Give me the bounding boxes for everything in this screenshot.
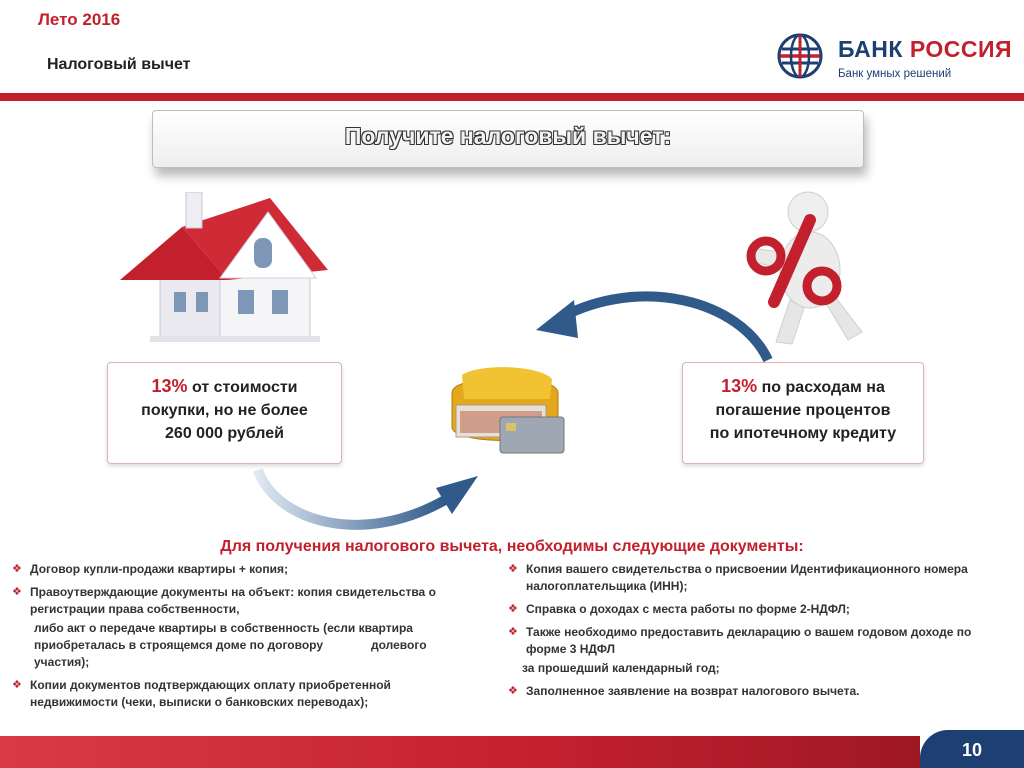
list-item: ❖ Также необходимо предоставить декларацию о вашем годовом доходе по форме 3 НДФЛ bbox=[508, 625, 972, 656]
diamond-bullet-icon: ❖ bbox=[12, 586, 22, 598]
bank-name-part2: РОССИЯ bbox=[909, 36, 1013, 62]
mortgage-text-1: по расходам на bbox=[757, 379, 885, 396]
page-number: 10 bbox=[961, 740, 983, 760]
list-item: ❖ Заполненное заявление на возврат налогового вычета. bbox=[508, 684, 860, 698]
purchase-percent: 13% bbox=[151, 376, 188, 396]
purchase-text-1: от стоимости bbox=[187, 379, 298, 396]
list-item: ❖ Договор купли-продажи квартиры + копия; bbox=[12, 562, 288, 576]
bank-slogan: Банк умных решений bbox=[838, 68, 952, 80]
list-item: ❖ Справка о доходах с места работы по форме 2-НДФЛ; bbox=[508, 602, 850, 616]
purchase-line-2: покупки, но не более bbox=[141, 402, 308, 419]
info-box-purchase bbox=[107, 362, 342, 464]
documents-list-right bbox=[506, 561, 986, 706]
info-box-mortgage bbox=[682, 362, 924, 464]
diamond-bullet-icon: ❖ bbox=[508, 626, 518, 638]
footer-bar bbox=[0, 736, 920, 768]
wallet-icon bbox=[440, 365, 570, 457]
mortgage-line-3: по ипотечному кредиту bbox=[709, 425, 897, 442]
purchase-line-1 bbox=[108, 375, 341, 399]
list-item-continuation: либо акт о передаче квартиры в собственность (если квартира приобреталась в строящемся доме по договору долевого участия); bbox=[34, 621, 427, 669]
diamond-bullet-icon: ❖ bbox=[508, 563, 518, 575]
diamond-bullet-icon: ❖ bbox=[508, 685, 518, 697]
list-item: ❖ Правоутверждающие документы на объект: копия свидетельства о регистрации права собственности, bbox=[12, 585, 436, 616]
mortgage-line-1 bbox=[683, 375, 923, 399]
list-item: ❖ Копия вашего свидетельства о присвоении Идентификационного номера налогоплательщика (ИНН); bbox=[508, 562, 968, 593]
season-label: Лето 2016 bbox=[38, 10, 121, 29]
cta-text: Получите налоговый вычет: bbox=[344, 123, 672, 149]
slide-title: Налоговый вычет bbox=[47, 56, 191, 73]
documents-heading: Для получения налогового вычета, необходимы следующие документы: bbox=[220, 538, 804, 555]
list-item: ❖ Копии документов подтверждающих оплату приобретенной недвижимости (чеки, выписки о банковских переводах); bbox=[12, 678, 391, 709]
mortgage-percent: 13% bbox=[721, 376, 758, 396]
mortgage-line-2: погашение процентов bbox=[715, 402, 891, 419]
page-number-tab bbox=[920, 730, 1024, 768]
diamond-bullet-icon: ❖ bbox=[12, 679, 22, 691]
list-item-continuation: за прошедший календарный год; bbox=[522, 661, 720, 675]
bank-name-part1: БАНК bbox=[838, 36, 910, 62]
purchase-line-3: 260 000 рублей bbox=[165, 425, 284, 442]
diamond-bullet-icon: ❖ bbox=[12, 563, 22, 575]
diamond-bullet-icon: ❖ bbox=[508, 603, 518, 615]
documents-list-left bbox=[10, 561, 480, 717]
